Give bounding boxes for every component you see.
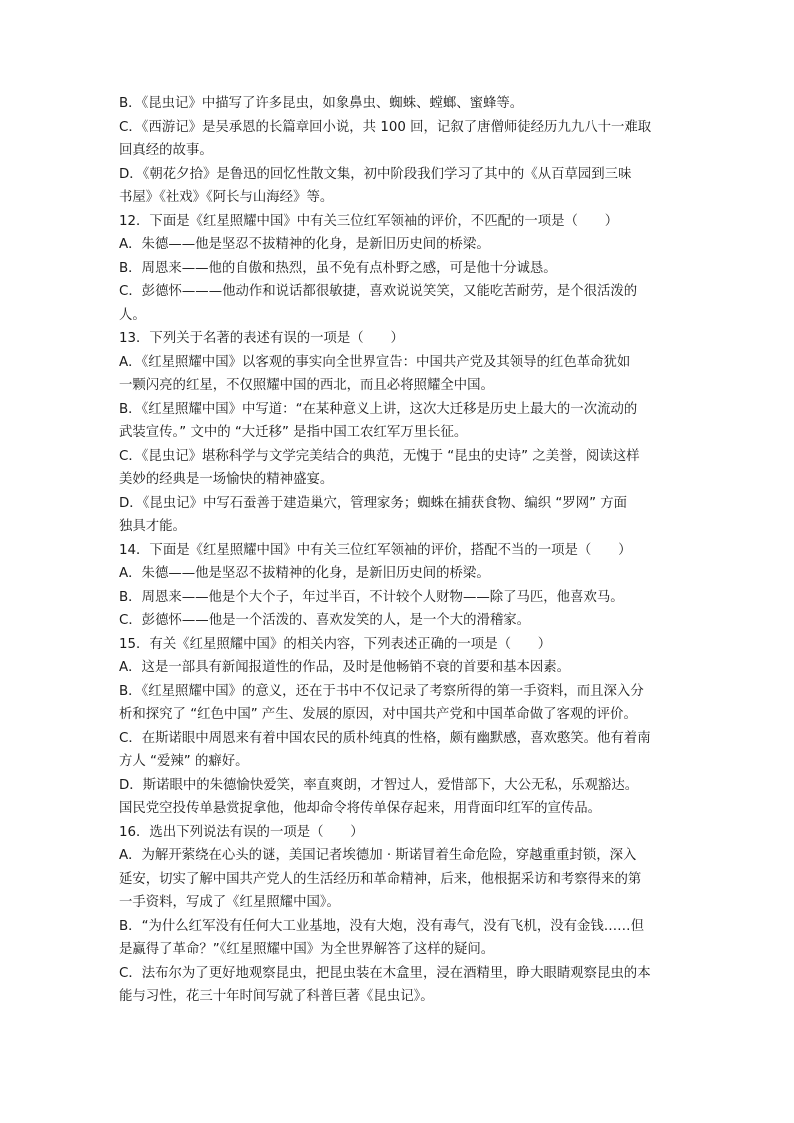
text-line: D．《昆虫记》中写石蚕善于建造巢穴，管理家务；蜘蛛在捕获食物、编织 “罗网” 方面 <box>119 495 628 511</box>
question-14-stem: 14．下面是《红星照耀中国》中有关三位红军领袖的评价，搭配不当的一项是（ ） <box>119 542 632 558</box>
text-line: 回真经的故事。 <box>119 143 213 158</box>
text-line: A．这是一部具有新闻报道性的作品，及时是他畅销不衰的首要和基本因素。 <box>119 660 571 675</box>
text-line: 国民党空投传单悬赏捉拿他，他却命令将传单保存起来，用背面印红军的宣传品。 <box>119 801 602 816</box>
text-line: 人。 <box>119 307 146 323</box>
text-line: B．《红星照耀中国》的意义，还在于书中不仅记录了考察所得的第一手资料，而且深入分 <box>119 683 644 699</box>
text-line: C．在斯诺眼中周恩来有着中国农民的质朴纯真的性格，颇有幽默感，喜欢憨笑。他有着南 <box>119 730 651 746</box>
text-line: 美妙的经典是一场愉快的精神盛宴。 <box>119 472 334 487</box>
text-line: 是赢得了革命？”《红星照耀中国》为全世界解答了这样的疑问。 <box>119 942 495 957</box>
document-page <box>119 92 677 1009</box>
text-line: C．《西游记》是吴承恩的长篇章回小说，共 100 回，记叙了唐僧师徒经历九九八十一难取 <box>119 119 652 135</box>
text-line: A．朱德——他是坚忍不拔精神的化身，是新旧历史间的桥梁。 <box>119 566 490 581</box>
question-15-stem: 15．有关《红星照耀中国》的相关内容，下列表述正确的一项是（ ） <box>119 636 552 652</box>
text-line: 书屋》《社戏》《阿长与山海经》等。 <box>119 190 334 205</box>
text-line: B．《昆虫记》中描写了许多昆虫，如象鼻虫、蜘蛛、螳螂、蜜蜂等。 <box>119 96 524 111</box>
text-line: B．《红星照耀中国》中写道：“在某种意义上讲，这次大迁移是历史上最大的一次流动的 <box>119 401 638 417</box>
text-line: A．为解开萦绕在心头的谜，美国记者埃德加 · 斯诺冒着生命危险，穿越重重封锁，深入 <box>119 848 637 863</box>
text-line: 一颗闪亮的红星，不仅照耀中国的西北，而且必将照耀全中国。 <box>119 378 494 393</box>
text-line: D．《朝花夕拾》是鲁迅的回忆性散文集，初中阶段我们学习了其中的《从百草园到三味 <box>119 166 632 182</box>
text-line: 延安，切实了解中国共产党人的生活经历和革命精神，后来，他根据采访和考察得来的第 <box>119 871 642 887</box>
text-line: B．“为什么红军没有任何大工业基地，没有大炮，没有毒气，没有飞机，没有金钱……但 <box>119 918 644 934</box>
text-line: C．《昆虫记》堪称科学与文学完美结合的典范，无愧于 “昆虫的史诗” 之美誉，阅读这样 <box>119 448 640 464</box>
question-16-stem: 16．选出下列说法有误的一项是（ ） <box>119 824 364 840</box>
text-line: C．彭德怀——他是一个活泼的、喜欢发笑的人，是一个大的滑稽家。 <box>119 613 531 628</box>
text-line: 析和探究了 “红色中国” 产生、发展的原因，对中国共产党和中国革命做了客观的评价。 <box>119 707 637 722</box>
text-line: A．《红星照耀中国》以客观的事实向全世界宣告：中国共产党及其领导的红色革命犹如 <box>119 354 631 370</box>
text-line: 武装宣传。” 文中的 “大迁移” 是指中国工农红军万里长征。 <box>119 425 468 440</box>
text-line: 一手资料，写成了《红星照耀中国》。 <box>119 895 340 910</box>
text-line: B．周恩来——他的自傲和热烈，虽不免有点朴野之感，可是他十分诚恳。 <box>119 260 557 276</box>
text-line: C．彭德怀———他动作和说话都很敏捷，喜欢说说笑笑，又能吃苦耐劳，是个很活泼的 <box>119 284 638 299</box>
text-line: C．法布尔为了更好地观察昆虫，把昆虫装在木盒里，浸在酒精里，睁大眼睛观察昆虫的本 <box>119 965 651 981</box>
text-line: B．周恩来——他是个大个子，年过半百，不计较个人财物——除了马匹，他喜欢马。 <box>119 589 624 605</box>
question-13-stem: 13．下列关于名著的表述有误的一项是（ ） <box>119 331 404 346</box>
text-line: 独具才能。 <box>119 519 186 534</box>
text-line: D．斯诺眼中的朱德愉快爱笑，率直爽朗，才智过人，爱惜部下，大公无私，乐观豁达。 <box>119 777 639 793</box>
text-line: 能与习性，花三十年时间写就了科普巨著《昆虫记》。 <box>119 989 434 1004</box>
text-line: 方人 “爱辣” 的癖好。 <box>119 754 249 769</box>
text-line: A．朱德——他是坚忍不拔精神的化身，是新旧历史间的桥梁。 <box>119 237 490 252</box>
question-12-stem: 12．下面是《红星照耀中国》中有关三位红军领袖的评价，不匹配的一项是（ ） <box>119 213 619 229</box>
